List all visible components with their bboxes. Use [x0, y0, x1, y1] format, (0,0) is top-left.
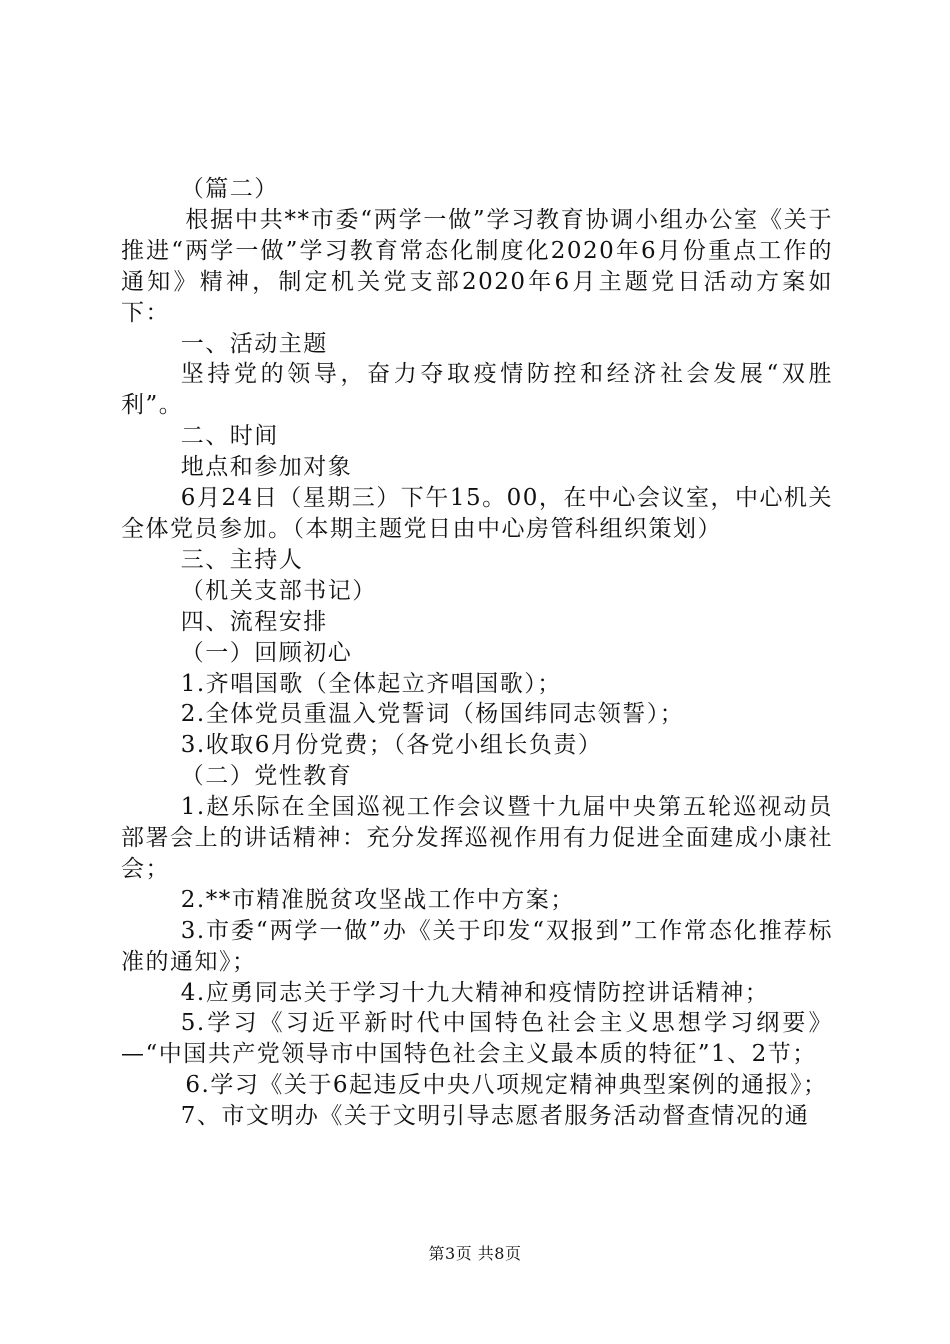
time-location-text: 6月24日（星期三）下午15。00，在中心会议室，中心机关全体党员参加。（本期主题党日由中心房管科组织策划）	[121, 485, 833, 542]
subheading-review: （一）回顾初心	[180, 639, 353, 666]
list-item: 7、市文明办《关于文明引导志愿者服务活动督查情况的通	[180, 1103, 810, 1130]
list-item: 1.齐唱国歌（全体起立齐唱国歌）；	[180, 670, 562, 697]
list-item: 2.全体党员重温入党誓词（杨国纬同志领誓）；	[180, 701, 685, 728]
list-item: 3.市委“两学一做”办《关于印发“双报到”工作常态化推荐标准的通知》；	[121, 917, 833, 975]
heading-activity-theme: 一、活动主题	[180, 330, 328, 357]
host-text: （机关支部书记）	[180, 577, 377, 604]
heading-location-participants: 地点和参加对象	[180, 454, 353, 481]
list-item: 5.学习《习近平新时代中国特色社会主义思想学习纲要》—“中国共产党领导市中国特色社会主义最本质的特征”1、2节；	[121, 1010, 833, 1068]
heading-time: 二、时间	[180, 423, 279, 450]
subheading-education: （二）党性教育	[180, 763, 353, 790]
page-number-footer: 第3页 共8页	[428, 1244, 522, 1263]
activity-theme-text: 坚持党的领导，奋力夺取疫情防控和经济社会发展“双胜利”。	[121, 361, 833, 419]
intro-paragraph: 根据中共**市委“两学一做”学习教育协调小组办公室《关于推进“两学一做”学习教育常态化制度化2020年6月份重点工作的通知》精神，制定机关党支部2020年6月主题党日活动方案如下：	[121, 206, 833, 326]
heading-host: 三、主持人	[180, 546, 304, 573]
document-body	[121, 174, 833, 1132]
list-item: 2.**市精准脱贫攻坚战工作中方案；	[180, 886, 575, 913]
heading-process: 四、流程安排	[180, 608, 328, 635]
list-item: 1.赵乐际在全国巡视工作会议暨十九届中央第五轮巡视动员部署会上的讲话精神：充分发挥巡视作用有力促进全面建成小康社会；	[121, 794, 833, 882]
section-heading-part-two: （篇二）	[180, 176, 279, 202]
list-item: 3.收取6月份党费；（各党小组长负责）	[180, 732, 603, 759]
list-item: 6.学习《关于6起违反中央八项规定精神典型案例的通报》；	[185, 1072, 828, 1099]
list-item: 4.应勇同志关于学习十九大精神和疫情防控讲话精神；	[180, 979, 770, 1006]
